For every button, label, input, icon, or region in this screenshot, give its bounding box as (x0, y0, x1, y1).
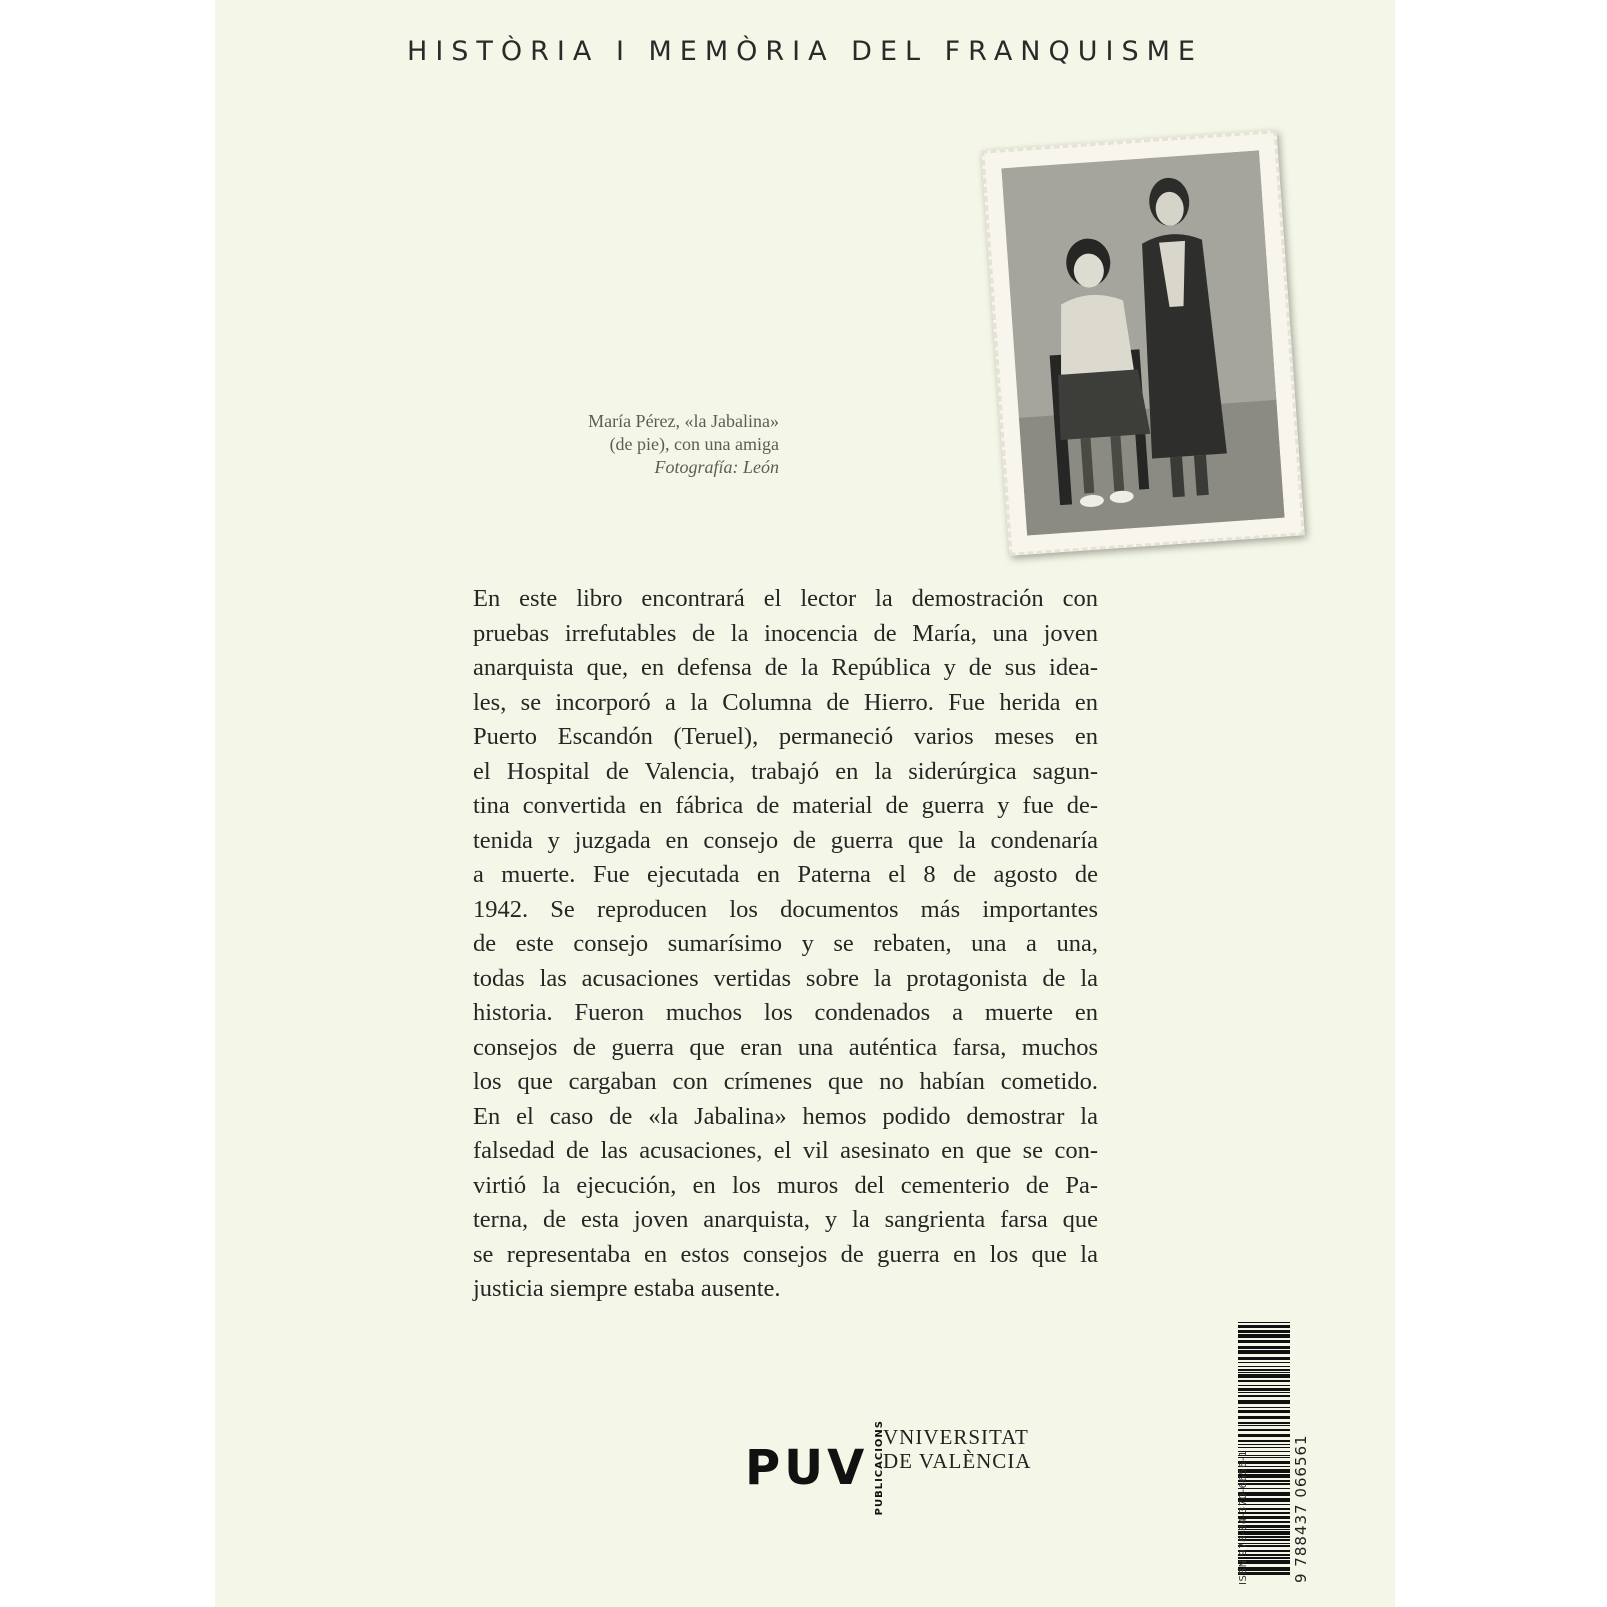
synopsis-line: Puerto Escandón (Teruel), permaneció varios meses en (473, 723, 1098, 750)
synopsis-line: anarquista que, en defensa de la República y de sus idea- (473, 654, 1098, 681)
synopsis-line: se representaba en estos consejos de guerra en los que la (473, 1240, 1098, 1268)
barcode-bar (1238, 1330, 1290, 1333)
puv-logo-text: PUV (745, 1439, 869, 1496)
photo-credit: Fotografía: León (654, 457, 779, 477)
puv-logo (745, 1420, 885, 1515)
barcode-bar (1238, 1325, 1290, 1328)
synopsis-line: tina convertida en fábrica de material de guerra y fue de- (473, 792, 1098, 819)
synopsis-text (473, 582, 1098, 1307)
vintage-photo (981, 130, 1305, 556)
synopsis-line: 1942. Se reproducen los documentos más importantes (473, 895, 1098, 923)
synopsis-line: En este libro encontrará el lector la demostración con (473, 585, 1098, 612)
caption-line: (de pie), con una amiga (609, 434, 779, 454)
synopsis-line: pruebas irrefutables de la inocencia de María, una joven (473, 619, 1098, 647)
synopsis-line: los que cargaban con crímenes que no habían cometido. (473, 1068, 1098, 1095)
barcode-bar (1238, 1322, 1290, 1323)
photo-caption (588, 410, 779, 479)
synopsis-line: tenida y juzgada en consejo de guerra que la condenaría (473, 826, 1098, 854)
barcode-digits: 9 788437 066561 (1292, 1434, 1310, 1583)
caption-line: María Pérez, «la Jabalina» (588, 411, 779, 431)
synopsis-line: todas las acusaciones vertidas sobre la protagonista de la (473, 964, 1098, 992)
uv-logo-line: VNIVERSITAT (883, 1425, 1029, 1449)
isbn-label: ISBN 978-84-370-6656-1 (1238, 1450, 1249, 1585)
book-back-cover (215, 0, 1395, 1607)
synopsis-line: el Hospital de Valencia, trabajó en la siderúrgica sagun- (473, 757, 1098, 785)
synopsis-line: de este consejo sumarísimo y se rebaten, una a una, (473, 930, 1098, 957)
uv-logo-line: DE VALÈNCIA (883, 1449, 1032, 1473)
two-women-photo-illustration (1001, 150, 1284, 535)
synopsis-line: virtió la ejecución, en los muros del cementerio de Pa- (473, 1171, 1098, 1199)
series-title: HISTÒRIA I MEMÒRIA DEL FRANQUISME (407, 36, 1203, 67)
puv-logo-subtitle: PUBLICACIONS (874, 1420, 886, 1516)
synopsis-line: a muerte. Fue ejecutada en Paterna el 8 de agosto de (473, 861, 1098, 888)
synopsis-line: falsedad de las acusaciones, el vil asesinato en que se con- (473, 1137, 1098, 1164)
synopsis-line: terna, de esta joven anarquista, y la sangrienta farsa que (473, 1206, 1098, 1233)
synopsis-line: consejos de guerra que eran una auténtica farsa, muchos (473, 1033, 1098, 1061)
photo-image (1001, 150, 1284, 535)
synopsis-line: les, se incorporó a la Columna de Hierro. Fue herida en (473, 688, 1098, 716)
universitat-de-valencia-logo (883, 1425, 1031, 1473)
synopsis-line: justicia siempre estaba ausente. (473, 1275, 781, 1302)
synopsis-line: En el caso de «la Jabalina» hemos podido demostrar la (473, 1102, 1098, 1130)
synopsis-line: historia. Fueron muchos los condenados a muerte en (473, 999, 1098, 1026)
